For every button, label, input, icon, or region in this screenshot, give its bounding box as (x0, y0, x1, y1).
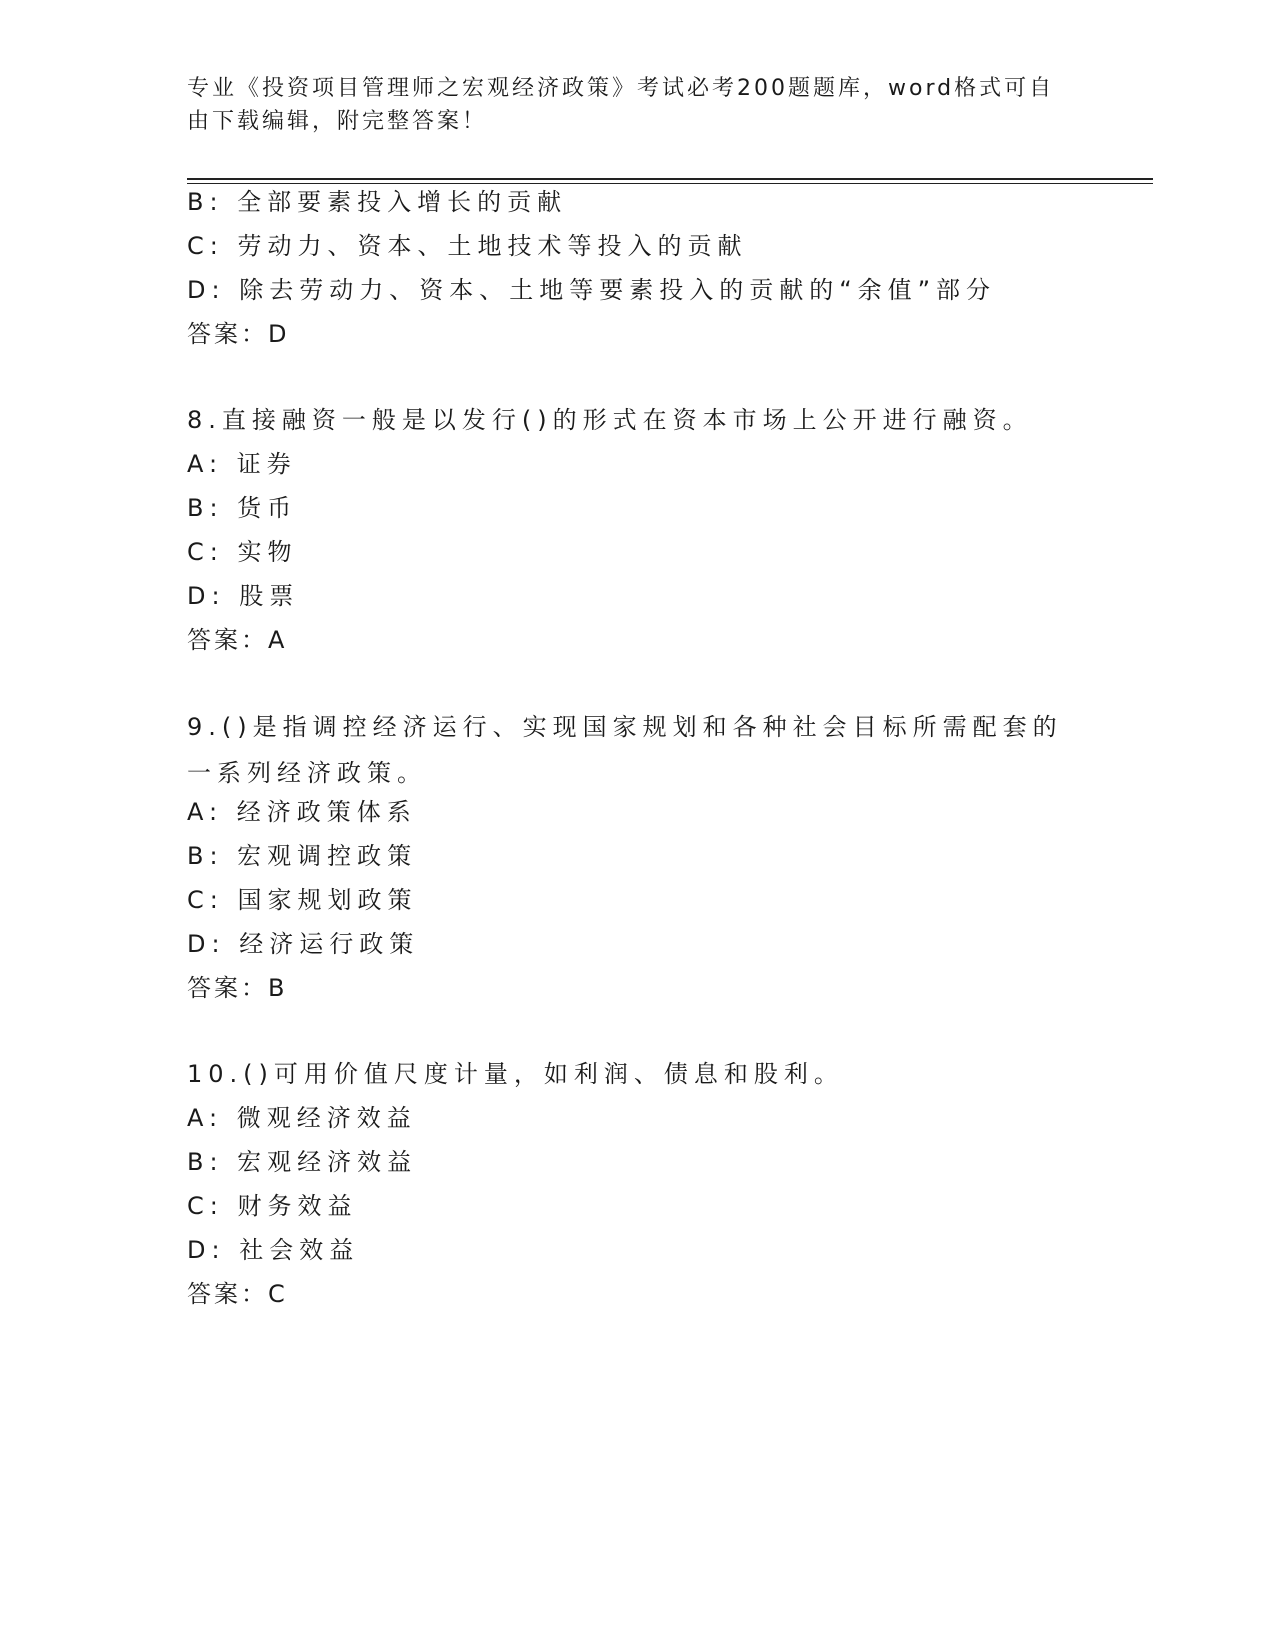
option-c: C: 实物 (187, 538, 298, 566)
option-d: D: 社会效益 (187, 1236, 360, 1264)
option-b: B: 宏观调控政策 (187, 842, 418, 870)
answer: 答案：D (187, 320, 290, 348)
document-header: 专业《投资项目管理师之宏观经济政策》考试必考200题题库，word格式可自由下载编辑，附完整答案！ (187, 76, 1055, 134)
option-a: A: 证券 (187, 450, 297, 478)
answer: 答案：C (187, 1280, 288, 1308)
option-d: D: 除去劳动力、资本、土地等要素投入的贡献的“余值”部分 (187, 276, 997, 304)
question-stem: 10.()可用价值尺度计量，如利润、债息和股利。 (187, 1060, 844, 1088)
option-c: C: 国家规划政策 (187, 886, 418, 914)
option-d: D: 股票 (187, 582, 300, 610)
option-b: B: 货币 (187, 494, 298, 522)
option-c: C: 劳动力、资本、土地技术等投入的贡献 (187, 232, 748, 260)
question-stem: 9.()是指调控经济运行、实现国家规划和各种社会目标所需配套的一系列经济政策。 (187, 713, 1063, 787)
option-d: D: 经济运行政策 (187, 930, 420, 958)
header-rule-thin (187, 183, 1153, 184)
option-b: B: 全部要素投入增长的贡献 (187, 188, 568, 216)
option-a: A: 微观经济效益 (187, 1104, 417, 1132)
header-rule-thick (187, 178, 1153, 180)
question-stem: 8.直接融资一般是以发行()的形式在资本市场上公开进行融资。 (187, 406, 1033, 434)
option-a: A: 经济政策体系 (187, 798, 417, 826)
answer: 答案：B (187, 974, 288, 1002)
option-b: B: 宏观经济效益 (187, 1148, 418, 1176)
option-c: C: 财务效益 (187, 1192, 358, 1220)
answer: 答案：A (187, 626, 288, 654)
